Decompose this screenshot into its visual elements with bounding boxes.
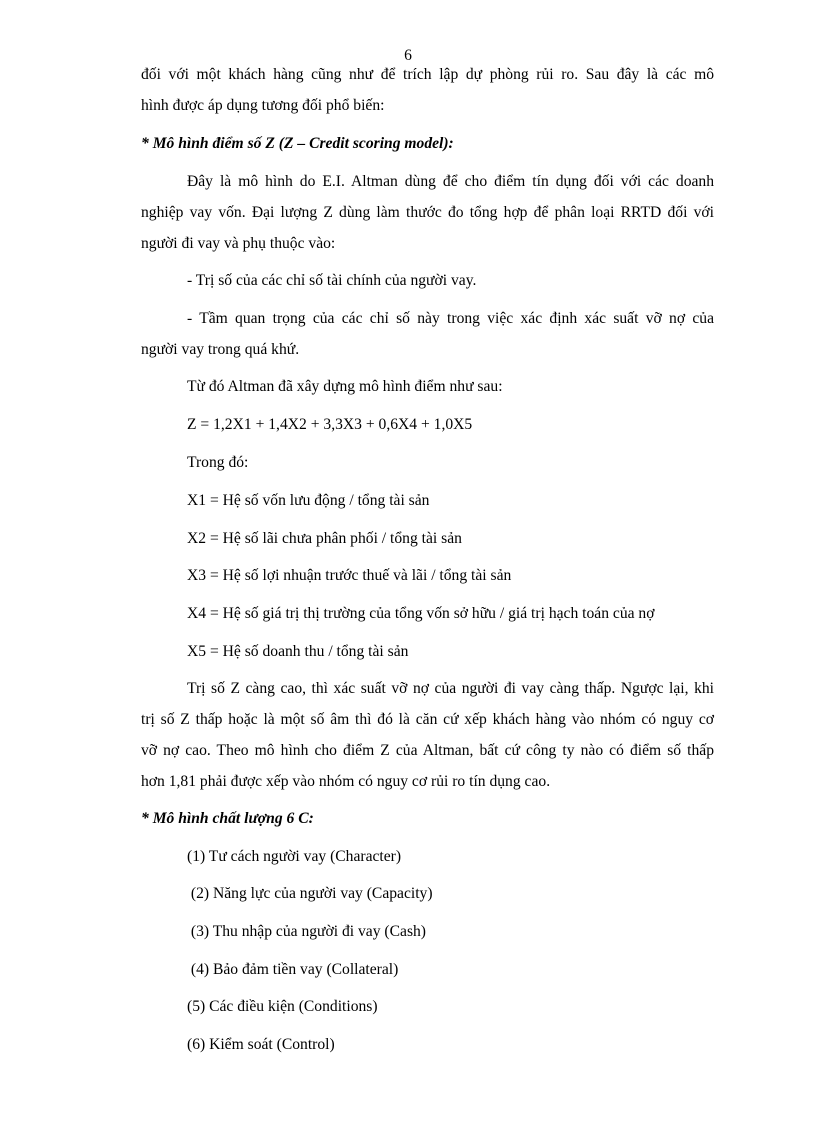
- list-item: (5) Các điều kiện (Conditions): [187, 998, 378, 1015]
- page-number: 6: [404, 47, 412, 64]
- paragraph-line: Đây là mô hình do E.I. Altman dùng để cho điểm tín dụng đối với các doanh: [187, 173, 714, 190]
- paragraph-line: hình được áp dụng tương đối phổ biến:: [141, 97, 385, 114]
- section-heading-z-model: * Mô hình điểm số Z (Z – Credit scoring model):: [141, 135, 454, 152]
- section-heading-6c-model: * Mô hình chất lượng 6 C:: [141, 810, 314, 827]
- list-item: (1) Tư cách người vay (Character): [187, 848, 402, 865]
- paragraph-line: hơn 1,81 phải được xếp vào nhóm có nguy cơ rủi ro tín dụng cao.: [141, 773, 551, 790]
- formula: Z = 1,2X1 + 1,4X2 + 3,3X3 + 0,6X4 + 1,0X5: [187, 416, 473, 433]
- variable-definition: X3 = Hệ số lợi nhuận trước thuế và lãi / tổng tài sản: [187, 567, 512, 584]
- list-item: (4) Bảo đảm tiền vay (Collateral): [187, 961, 399, 978]
- paragraph-line: vỡ nợ cao. Theo mô hình cho điểm Z của Altman, bất cứ công ty nào có điểm số thấp: [141, 742, 714, 759]
- variable-definition: X2 = Hệ số lãi chưa phân phối / tổng tài sản: [187, 530, 462, 547]
- list-item: (2) Năng lực của người vay (Capacity): [187, 885, 433, 902]
- paragraph-line: - Tầm quan trọng của các chỉ số này trong việc xác định xác suất vỡ nợ của: [187, 310, 714, 327]
- variable-definition: X1 = Hệ số vốn lưu động / tổng tài sản: [187, 492, 430, 509]
- paragraph-line: người vay trong quá khứ.: [141, 341, 300, 358]
- list-item: - Trị số của các chỉ số tài chính của người vay.: [187, 272, 477, 289]
- paragraph-line: người đi vay và phụ thuộc vào:: [141, 235, 336, 252]
- list-item: (3) Thu nhập của người đi vay (Cash): [187, 923, 426, 940]
- list-item: (6) Kiểm soát (Control): [187, 1036, 335, 1053]
- paragraph-line: trị số Z thấp hoặc là một số âm thì đó là căn cứ xếp khách hàng vào nhóm có nguy cơ: [141, 711, 714, 728]
- paragraph-line: Trị số Z càng cao, thì xác suất vỡ nợ của người đi vay càng thấp. Ngược lại, khi: [187, 680, 714, 697]
- paragraph-line: nghiệp vay vốn. Đại lượng Z dùng làm thước đo tổng hợp để phân loại RRTD đối với: [141, 204, 714, 221]
- paragraph-line: đối với một khách hàng cũng như để trích lập dự phòng rủi ro. Sau đây là các mô: [141, 66, 714, 83]
- paragraph-line: Trong đó:: [187, 454, 249, 471]
- paragraph-line: Từ đó Altman đã xây dựng mô hình điểm như sau:: [187, 378, 503, 395]
- variable-definition: X4 = Hệ số giá trị thị trường của tổng vốn sở hữu / giá trị hạch toán của nợ: [187, 605, 655, 622]
- variable-definition: X5 = Hệ số doanh thu / tổng tài sản: [187, 643, 409, 660]
